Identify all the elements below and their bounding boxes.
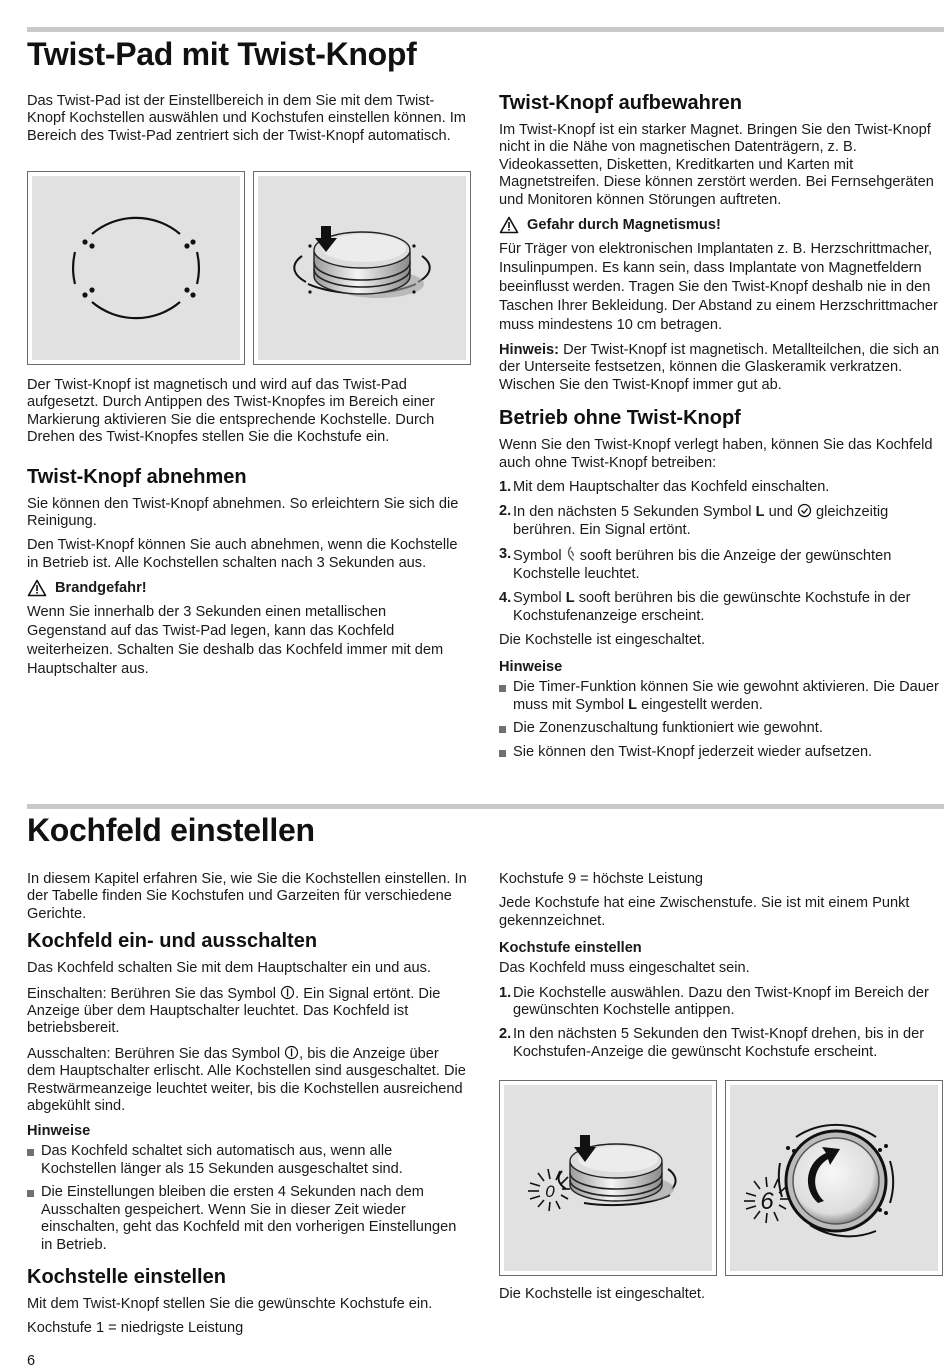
bullet-icon	[499, 685, 506, 692]
step-text: In den nächsten 5 Sekunden den Twist-Knopf drehen, bis in der Kochstufen-Anzeige die gewünscht Kochstufe erscheint.	[513, 1026, 925, 1060]
page-title: Twist-Pad mit Twist-Knopf	[27, 36, 417, 72]
note-item	[499, 720, 941, 737]
knob-tap-diagram-icon	[504, 1085, 712, 1271]
storage-paragraph: Im Twist-Knopf ist ein starker Magnet. Bringen Sie den Twist-Knopf nicht in die Nähe von magnetischen Datenträgern, z. B. Videokassetten, Disketten, Kreditkarten und Karten mit Magnetstreifen. Diese können zerstört werden. Bei Fernsehgeräten und Monitoren können Störungen auftreten.	[499, 122, 934, 208]
bullet-icon	[499, 726, 506, 733]
page-number: 6	[27, 1353, 36, 1369]
bullet-icon	[27, 1190, 34, 1197]
step-item	[499, 479, 941, 496]
onoff-text: , bis die Anzeige über dem Hauptschalter erlischt. Alle Kochstellen sind ausgeschaltet. Die Restwärmeanzeige leuchtet weiter, bis die Kochstellen ausreichend abgekühlt sind.	[27, 1045, 466, 1115]
onoff-text: Einschalten: Berühren Sie das Symbol	[27, 985, 281, 1002]
step-text: Die Kochstelle auswählen. Dazu den Twist-Knopf im Bereich der gewünschten Kochstelle antippen.	[513, 984, 929, 1019]
onoff-paragraph-2	[27, 985, 469, 1038]
note-text: Das Kochfeld schaltet sich automatisch aus, wenn alle Kochstellen länger als 15 Sekunden ausgeschaltet sind.	[41, 1143, 403, 1177]
right-column-section2-lower	[499, 1286, 941, 1310]
warning-magnetism	[499, 216, 941, 234]
zone-display-value: 0	[545, 1182, 555, 1201]
figure-knob-rotate	[725, 1080, 943, 1276]
warning-fire	[27, 579, 469, 597]
left-column-section2	[27, 871, 469, 1345]
set-level-intro: Das Kochfeld muss eingeschaltet sein.	[499, 960, 750, 977]
zone-display-value: 6	[760, 1188, 774, 1215]
onoff-paragraph-3	[27, 1045, 469, 1116]
right-column-section1	[499, 92, 941, 768]
set-level-steps	[499, 985, 941, 1062]
warning-magnetism-title: Gefahr durch Magnetismus!	[527, 217, 721, 234]
step-number: 4.	[499, 590, 512, 607]
step-text: und	[764, 504, 797, 521]
without-knob-intro: Wenn Sie den Twist-Knopf verlegt haben, können Sie das Kochfeld auch ohne Twist-Knopf betreiben:	[499, 437, 933, 471]
step-text: Symbol	[513, 548, 566, 565]
step-text: Mit dem Hauptschalter das Kochfeld einschalten.	[513, 479, 830, 496]
knob-rotate-diagram-icon	[730, 1085, 938, 1271]
note-text: Die Zonenzuschaltung funktioniert wie gewohnt.	[513, 720, 823, 737]
note-item	[27, 1143, 469, 1178]
remove-paragraph-1: Sie können den Twist-Knopf abnehmen. So erleichtern Sie sich die Reinigung.	[27, 495, 459, 530]
twist-knob-description: Der Twist-Knopf ist magnetisch und wird auf das Twist-Pad aufgesetzt. Durch Antippen des Twist-Knopfes im Bereich einer Markierung aktivieren Sie die entsprechende Kochstelle. Durch Drehen des Twist-Knopfes stellen Sie die Kochstufe ein.	[27, 377, 435, 446]
heading-without-knob: Betrieb ohne Twist-Knopf	[499, 407, 741, 430]
figure-twist-pad	[27, 171, 245, 365]
heading-onoff: Kochfeld ein- und ausschalten	[27, 930, 318, 953]
zone-level-min: Kochstufe 1 = niedrigste Leistung	[27, 1320, 244, 1337]
power-symbol-icon	[284, 1045, 299, 1060]
note-text: Der Twist-Knopf ist magnetisch. Metallteilchen, die sich an der Unterseite festsetzen, können die Glaskeramik verkratzen. Wischen Sie den Twist-Knopf immer gut ab.	[499, 342, 940, 393]
onoff-notes	[27, 1143, 469, 1253]
heading-zone-setting: Kochstelle einstellen	[27, 1265, 226, 1288]
zone-select-hand-icon	[566, 546, 576, 562]
onoff-notes-heading: Hinweise	[27, 1123, 91, 1140]
step-item	[499, 546, 941, 583]
heading-set-level: Kochstufe einstellen	[499, 940, 642, 957]
zone-paragraph-1: Mit dem Twist-Knopf stellen Sie die gewünschte Kochstufe ein.	[27, 1295, 433, 1312]
step-number: 1.	[499, 984, 512, 1001]
note-item	[27, 1184, 469, 1254]
left-column-section1-lower	[27, 377, 469, 686]
note-text: Die Einstellungen bleiben die ersten 4 Sekunden nach dem Ausschalten gespeichert. Wenn Sie in dieser Zeit wieder einschalten, geht das Kochfeld mit den vorherigen Einstellungen in Betrieb.	[41, 1184, 457, 1253]
note-item	[499, 744, 941, 761]
figure-knob-tap	[499, 1080, 717, 1276]
left-column-section1	[27, 93, 469, 152]
step-text: sooft berühren bis die gewünschte Kochstufe in der Kochstufenanzeige erscheint.	[513, 590, 911, 624]
without-knob-result: Die Kochstelle ist eingeschaltet.	[499, 631, 706, 648]
note-text: Sie können den Twist-Knopf jederzeit wieder aufsetzen.	[513, 743, 873, 760]
note-text: eingestellt werden.	[637, 696, 763, 713]
step-number: 1.	[499, 479, 512, 496]
step-number: 3.	[499, 546, 512, 563]
section-rule	[27, 804, 944, 809]
symbol-l: L	[628, 696, 638, 713]
figure-knob-placed	[253, 171, 471, 365]
step-item	[499, 503, 941, 539]
step-text: In den nächsten 5 Sekunden Symbol	[513, 504, 756, 521]
symbol-l: L	[565, 590, 575, 607]
timer-clock-icon	[797, 503, 812, 518]
without-knob-notes-heading: Hinweise	[499, 659, 563, 676]
twist-knob-placed-diagram-icon	[258, 176, 466, 360]
onoff-text: . Ein Signal ertönt. Die Anzeige über dem Hauptschalter leuchtet. Das Kochfeld ist betriebsbereit.	[27, 985, 441, 1037]
power-symbol-icon	[280, 985, 295, 1000]
symbol-l: L	[755, 504, 765, 521]
twist-pad-diagram-icon	[32, 176, 240, 360]
warning-triangle-icon	[499, 216, 519, 234]
step-text: Symbol	[513, 590, 566, 607]
warning-triangle-icon	[27, 579, 47, 597]
remove-paragraph-2: Den Twist-Knopf können Sie auch abnehmen, wenn die Kochstelle in Betrieb ist. Alle Kochstellen schalten nach 3 Sekunden aus.	[27, 537, 458, 571]
onoff-text: Ausschalten: Berühren Sie das Symbol	[27, 1045, 285, 1062]
heading-twist-knob-remove: Twist-Knopf abnehmen	[27, 465, 247, 488]
bullet-icon	[499, 750, 506, 757]
warning-magnetism-text: Für Träger von elektronischen Implantaten z. B. Herzschrittmacher, Insulinpumpen. Es kann sein, dass Implantate von Magnetfeldern beeinflusst werden. Tragen Sie den Twist-Knopf deshalb nie in den Taschen Ihrer Bekleidung. Der Abstand zu einem Herzschrittmacher muss mindestens 10 cm betragen.	[499, 241, 938, 334]
zone-result: Die Kochstelle ist eingeschaltet.	[499, 1286, 706, 1302]
onoff-paragraph-1: Das Kochfeld schalten Sie mit dem Hauptschalter ein und aus.	[27, 960, 431, 977]
step-text: gleichzeitig berühren. Ein Signal ertönt.	[513, 504, 889, 538]
note-text: Die Timer-Funktion können Sie wie gewohnt aktivieren. Die Dauer muss mit Symbol	[513, 679, 939, 713]
section-title: Kochfeld einstellen	[27, 812, 315, 848]
step-number: 2.	[499, 1026, 512, 1043]
storage-note	[499, 342, 941, 394]
zone-level-max: Kochstufe 9 = höchste Leistung	[499, 871, 704, 887]
step-item	[499, 590, 941, 625]
zone-intermediate: Jede Kochstufe hat eine Zwischenstufe. Sie ist mit einem Punkt gekennzeichnet.	[499, 895, 910, 929]
step-item	[499, 985, 941, 1020]
step-item	[499, 1026, 941, 1061]
warning-fire-title: Brandgefahr!	[55, 580, 147, 597]
step-number: 2.	[499, 503, 512, 520]
section2-intro: In diesem Kapitel erfahren Sie, wie Sie die Kochstellen einstellen. In der Tabelle finden Sie Kochstufen und Garzeiten für verschiedene Gerichte.	[27, 871, 467, 922]
intro-paragraph: Das Twist-Pad ist der Einstellbereich in dem Sie mit dem Twist-Knopf Kochstellen auswählen und Kochstufen einstellen können. Im Bereich des Twist-Pad zentriert sich der Twist-Knopf automatisch.	[27, 93, 466, 144]
without-knob-notes	[499, 679, 941, 761]
note-label: Hinweis:	[499, 342, 560, 359]
right-column-section2	[499, 871, 941, 1068]
step-text: sooft berühren bis die Anzeige der gewünschten Kochstelle leuchtet.	[513, 548, 892, 582]
bullet-icon	[27, 1149, 34, 1156]
warning-fire-text: Wenn Sie innerhalb der 3 Sekunden einen metallischen Gegenstand auf das Twist-Pad legen, kann das Kochfeld weiterheizen. Schalten Sie deshalb das Kochfeld immer mit dem Hauptschalter aus.	[27, 604, 444, 678]
without-knob-steps	[499, 479, 941, 625]
section-rule	[27, 27, 944, 32]
heading-twist-knob-storage: Twist-Knopf aufbewahren	[499, 92, 742, 114]
note-item	[499, 679, 941, 714]
